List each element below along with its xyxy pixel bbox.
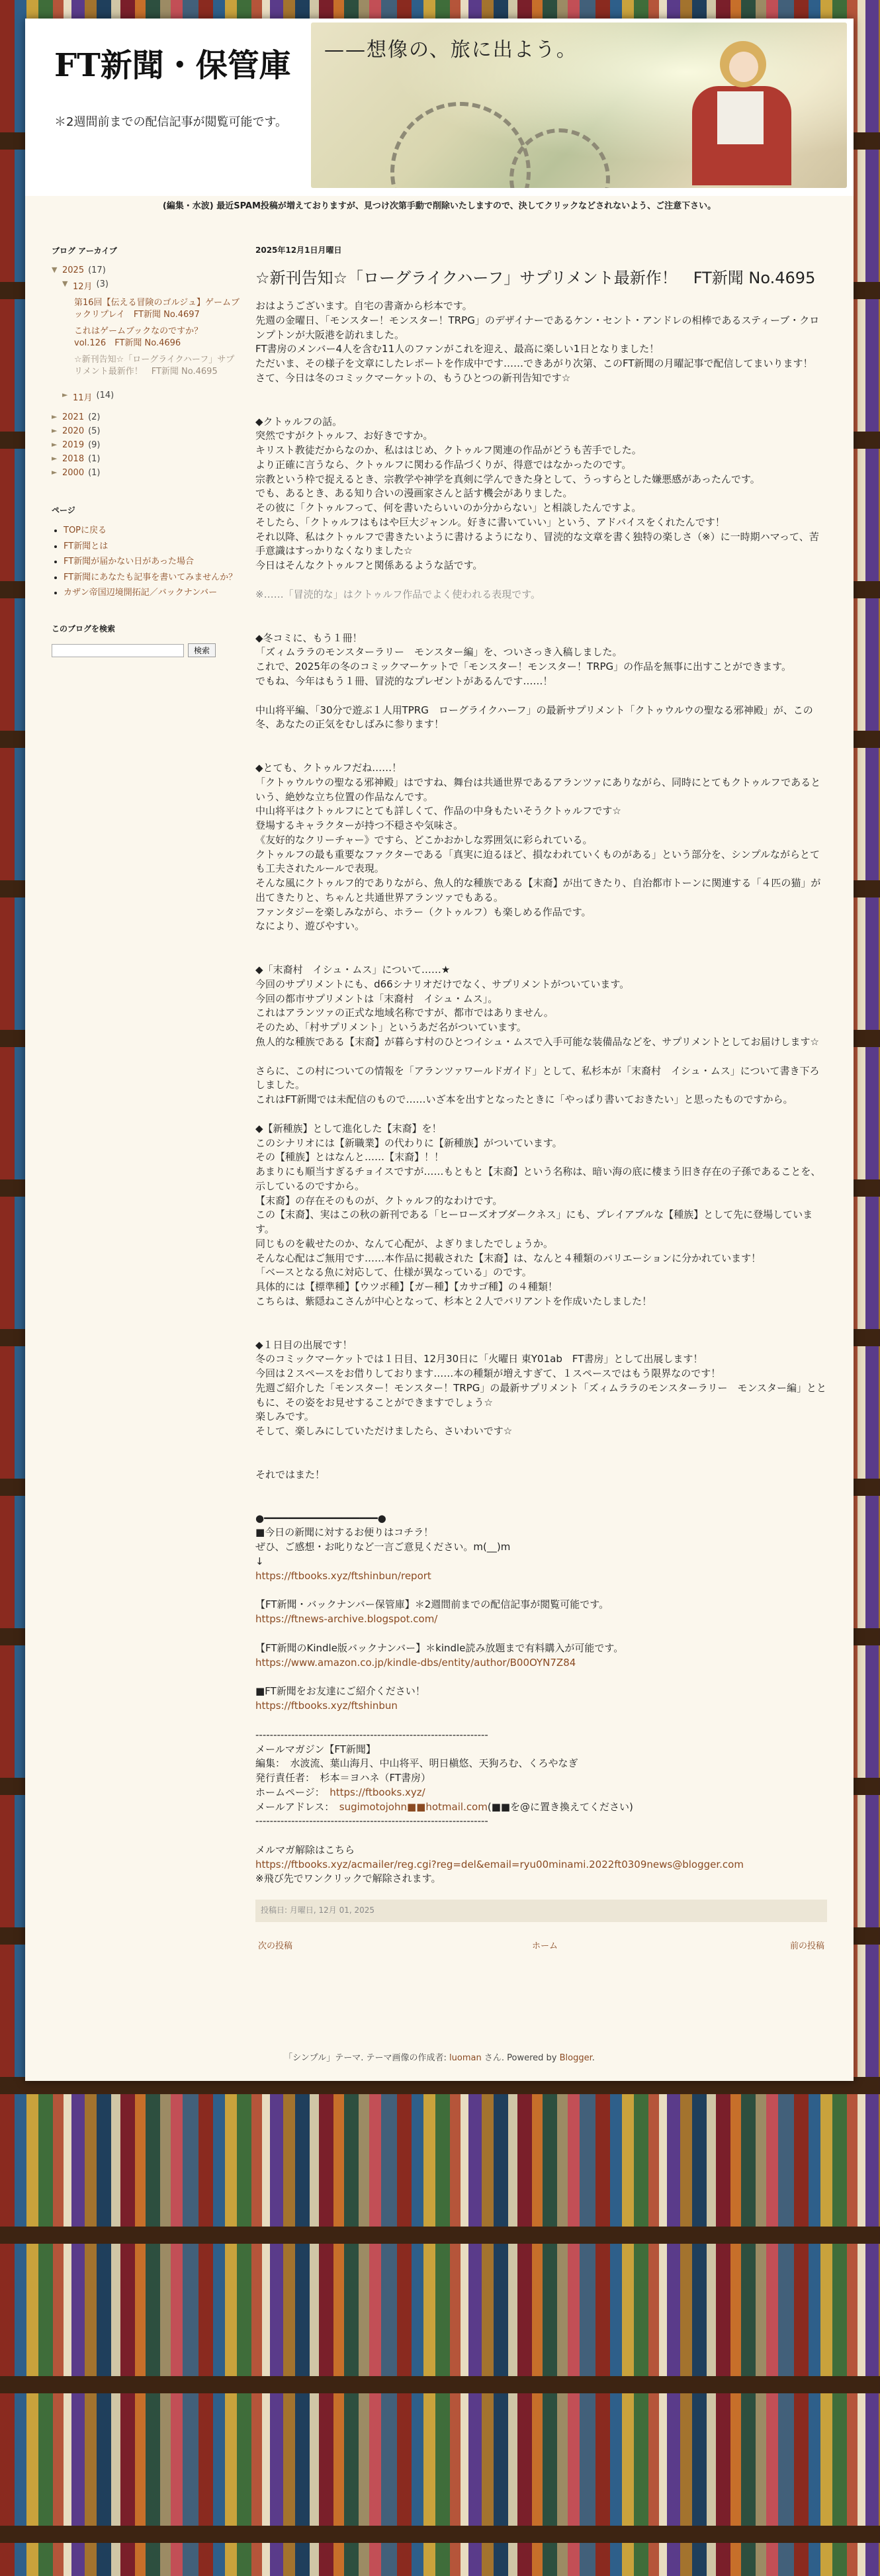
post-paragraph: 【FT新聞・バックナンバー保管庫】＊2週間前までの配信記事が閲覧可能です。 (255, 1598, 609, 1611)
page-container (25, 19, 854, 2081)
homepage-line (255, 1786, 827, 1800)
blog-header (25, 19, 854, 211)
search-form (52, 643, 241, 657)
archive-count: (1) (88, 468, 101, 479)
archive-heading: ブログ アーカイブ (52, 246, 117, 255)
archive-post-link[interactable]: 第16回【伝える冒険のゴルジュ】ゲームブックリプレイ FT新聞 No.4697 (74, 298, 240, 320)
page-item (64, 541, 241, 553)
spam-notice: (編集・水波) 最近SPAM投稿が増えておりますが、見つけ次第手動で削除いたしますので、決してクリックなどされないよう、ご注意下さい。 (162, 201, 717, 211)
post-paragraph: 【FT新聞のKindle版バックナンバー】＊kindle読み放題まで有料購入が可能です。 (255, 1641, 624, 1654)
archive-link[interactable]: 2000 (62, 468, 85, 479)
expand-right-icon[interactable]: ► (52, 426, 58, 436)
mail-line (255, 1800, 827, 1815)
subscribe-link[interactable]: https://ftbooks.xyz/ftshinbun (255, 1700, 398, 1712)
archive-count: (14) (96, 391, 114, 401)
archive-link[interactable]: 2019 (62, 440, 85, 451)
archive-link[interactable]: 12月 (73, 282, 93, 292)
expand-right-icon[interactable]: ► (52, 454, 58, 463)
archive-count: (5) (88, 426, 101, 437)
archive-year-2019[interactable] (52, 440, 241, 450)
page-item (64, 556, 241, 568)
post-paragraph: ----------------------------------------------------------------- メルマガ解除はこちら (255, 1815, 488, 1856)
blog-archive (52, 265, 241, 478)
post-date: 2025年12月1日月曜日 (255, 246, 342, 255)
page-link[interactable]: FT新聞にあなたも記事を書いてみませんか？ (64, 572, 238, 582)
post-paragraph: ◆冬コミに、もう１冊！ 「ズィムララのモンスターラリー モンスター編」を、ついさっき入稿しました。 これで、2025年の冬のコミックマーケットで「モンスター！モンスター！TRPG」の作品を無事に出すことができます。 でもね、今年はもう１冊、冒涜的なプレゼントがあるんです……！ (255, 631, 791, 687)
post-paragraph: ◆とても、クトゥルフだね……！ 「クトゥウルウの聖なる邪神殿」はですね、舞台は共通世界であるアランツァにありながら、同時にとてもクトゥルフであるという、絶妙な立ち位置の作品なんです。 中山将平はクトゥルフにとても詳しくて、作品の中身もたいそうクトゥルフです☆ 登場するキャラクターが持つ不穏さや気味さ。 《友好的なクリーチャー》ですら、どこかおかしな雰囲気に彩られている。 クトゥルフの最も重要なファクターである「真実に迫るほど、損なわれていくものがある」という部分を、シンプルながらとても工夫されたルールで表現。 そんな風にクトゥルフ的でありながら、魚人的な種族である【末裔】が出てきたり、自治都市トーンに関連する「４匹の猫」が出てきたりと、ちゃんと共通世界アランツァでもある。 ファンタジーを楽しみながら、ホラー（クトゥルフ）も楽しめる作品です。 なにより、遊びやすい。 (255, 762, 821, 933)
archive-count: (2) (88, 412, 101, 423)
post-paragraph: ◆「末裔村 イシュ・ムス」について……★ 今回のサプリメントにも、d66シナリオだけでなく、サプリメントがついています。 今回の都市サプリメントは「末裔村 イシュ・ムス」。 これはアランツァの正式な地域名称ですが、都市ではありません。 そのため、「村サプリメント」というあだ名がついています。 魚人的な種族である【末裔】が暮らす村のひとつイシュ・ムスで入手可能な装備品などを、サプリメントとしてお届けします☆ (255, 964, 819, 1048)
unsubscribe-link[interactable]: https://ftbooks.xyz/acmailer/reg.cgi?reg=del&email=ryu00minami.2022ft0309news@blogger.com (255, 1858, 744, 1870)
expand-right-icon[interactable]: ► (52, 412, 58, 422)
archive-year-2025[interactable] (52, 265, 241, 275)
post-title: ☆新刊告知☆「ローグライクハーフ」サプリメント最新作！ FT新聞 No.4695 (255, 269, 816, 288)
homepage-link[interactable]: https://ftbooks.xyz/ (330, 1786, 425, 1798)
post-paragraph: さらに、この村についての情報を「アランツァワールドガイド」として、私杉本が「末裔村 イシュ・ムス」について書き下ろしました。 これはFT新聞では未配信のもので……いざ本を出すとなったときに「やっぱり書いておきたい」と思ったものですから。 (255, 1064, 820, 1106)
archive-count: (3) (96, 279, 109, 289)
archive-post-current[interactable]: ☆新刊告知☆「ローグライクハーフ」サプリメント最新作！ FT新聞 No.4695 (74, 355, 235, 377)
report-link[interactable]: https://ftbooks.xyz/ftshinbun/report (255, 1569, 431, 1582)
post-paragraph: 中山将平編、「30分で遊ぶ１人用TPRG ローグライクハーフ」の最新サプリメント「クトゥウルウの聖なる邪神殿」が、この冬、あなたの正気をむしばみに参ります！ (255, 704, 813, 731)
post-paragraph: ※飛び先でワンクリックで解除されます。 (255, 1872, 441, 1885)
page-link[interactable]: FT新聞とは (64, 541, 109, 551)
archive-year-2021[interactable] (52, 412, 241, 422)
pages-heading: ページ (52, 506, 75, 516)
archive-count: (17) (88, 265, 106, 275)
archive-link[interactable]: 11月 (73, 393, 93, 404)
expand-right-icon[interactable]: ► (52, 440, 58, 449)
archive-month-11[interactable] (62, 391, 241, 403)
search-button[interactable]: 検索 (188, 643, 216, 657)
page-link[interactable]: FT新聞が届かない日があった場合 (64, 557, 195, 567)
footer-attribution (25, 2050, 854, 2063)
expand-right-icon[interactable]: ► (62, 391, 68, 400)
page-item (64, 587, 241, 599)
expand-down-icon[interactable]: ▼ (62, 279, 68, 288)
mail-link[interactable]: sugimotojohn■■hotmail.com (339, 1800, 488, 1813)
mail-label: メールアドレス： (255, 1800, 330, 1813)
expand-down-icon[interactable]: ▼ (52, 265, 58, 274)
archive-site-link[interactable]: https://ftnews-archive.blogspot.com/ (255, 1613, 438, 1626)
header-image (311, 23, 847, 188)
post-paragraph: ----------------------------------------------------------------- メールマガジン【FT新聞】 編集： 水波流、葉山海月、中山将平、明日槇悠、天狗ろむ、くろやなぎ 発行責任者： 杉本＝ヨハネ（FT書房） (255, 1728, 578, 1784)
archive-month-12[interactable] (62, 279, 241, 292)
page-item (64, 525, 241, 537)
post-paragraph: ◆【新種族】として進化した【末裔】を！ このシナリオには【新職業】の代わりに【新種族】がついています。 その【種族】とはなんと……【末裔】！！ あまりにも順当すぎるチョイスですが……もともと【末裔】という名称は、暗い海の底に棲まう旧き存在の子孫であることを、示しているのですから。 【末裔】の存在そのものが、クトゥルフ的なわけです。 この【末裔】、実はこの秋の新刊である「ヒーローズオブダークネス」にも、プレイアブルな【種族】として先に登場しています。 同じものを載せたのか、なんて心配が、よぎりましたでしょうか。 そんな心配はご無用です……本作品に掲載された【末裔】は、なんと４種類のバリエーションに分かれています！ 「ベースとなる魚に対応して、仕様が異なっている」のです。 具体的には【標準種】【ウツボ種】【ガー種】【カサゴ種】の４種類！ こちらは、紫隠ねこさんが中心となって、杉本と２人でバリアントを作成いたしました！ (255, 1122, 821, 1307)
page-item (64, 572, 241, 584)
archive-count: (9) (88, 440, 101, 451)
sidebar (52, 245, 241, 657)
home-link[interactable]: ホーム (532, 1941, 558, 1951)
homepage-label: ホームページ： (255, 1786, 320, 1798)
blog-description: ＊2週間前までの配信記事が閲覧可能です。 (54, 115, 288, 129)
search-input[interactable] (52, 644, 184, 657)
post-paragraph: ◆クトゥルフの話。 突然ですがクトゥルフ、お好きですか。 キリスト教徒だからなのか、私ははじめ、クトゥルフ関連の作品がどうも苦手でした。 より正確に言うなら、クトゥルフに関わる作品づくりが、得意ではなかったのです。 宗教という枠で捉えるとき、宗教学や神学を真剣に学んできた身として、うっすらとした嫌悪感があったんです。 でも、あるとき、ある知り合いの漫画家さんと話す機会がありました。 その彼に「クトゥルフって、何を書いたらいいのか分からない」と相談したんですよ。 そしたら、「クトゥルフはもはや巨大ジャンル。好きに書いていい」という、アドバイスをくれたんです！ それ以降、私はクトゥルフで書きたいように書けるようになり、冒涜的な文章を書く独特の楽しさ（※）に一時期ハマって、苦手意識はすっかりなくなりました☆ 今日はそんなクトゥルフと関係あるような話です。 (255, 415, 819, 572)
archive-link[interactable]: 2021 (62, 412, 85, 423)
archive-post-link[interactable]: これはゲームブックなのですか？ vol.126 FT新聞 No.4696 (74, 326, 212, 348)
older-post-link[interactable]: 前の投稿 (789, 1941, 824, 1951)
theme-author-link[interactable]: luoman (449, 2053, 482, 2063)
attribution-text: . (592, 2053, 595, 2063)
page-link[interactable]: カザン帝国辺境開拓記／バックナンバー (64, 588, 218, 598)
archive-year-2018[interactable] (52, 454, 241, 464)
archive-link[interactable]: 2025 (62, 265, 85, 275)
archive-link[interactable]: 2020 (62, 426, 85, 437)
post-paragraph: おはようございます。自宅の書斎から杉本です。 先週の金曜日、「モンスター！モンスター！TRPG」のデザイナーであるケン・セント・アンドレの相棒であるスティーブ・クロンプトンが大阪港を訪れました。 FT書房のメンバー4人を含む11人のファンがこれを迎え、最高に楽しい1日となりました！ ただいま、その様子を文章にしたレポートを作成中です……できあがり次第、このFT新聞の月曜記事で配信してまいります！ さて、今日は冬のコミックマーケットの、もうひとつの新刊告知です☆ (255, 300, 820, 384)
gear-decoration (509, 128, 610, 188)
attribution-text: さん. Powered by (481, 2053, 560, 2063)
search-heading: このブログを検索 (52, 624, 116, 634)
post-paragraph: ■FT新聞をお友達にご紹介ください！ (255, 1685, 425, 1698)
header-banner (25, 19, 854, 196)
post-note: ※……「冒涜的な」はクトゥルフ作品でよく使われる表現です。 (255, 588, 541, 600)
post-paragraph: それではまた！ (255, 1468, 326, 1481)
page-link[interactable]: TOPに戻る (64, 526, 107, 536)
archive-link[interactable]: 2018 (62, 454, 85, 465)
pages-list (52, 525, 241, 599)
blog-pager (255, 1934, 827, 1960)
post-footer: 投稿日: 月曜日, 12月 01, 2025 (255, 1900, 827, 1921)
header-slogan: ——想像の、旅に出よう。 (324, 38, 578, 62)
kindle-link[interactable]: https://www.amazon.co.jp/kindle-dbs/entity/author/B00OYN7Z84 (255, 1656, 576, 1669)
attribution-text: 「シンプル」テーマ. テーマ画像の作成者: (284, 2053, 450, 2063)
illustration-figure (729, 52, 758, 82)
archive-count: (1) (88, 454, 101, 465)
archive-year-2000[interactable] (52, 468, 241, 478)
post-body (255, 299, 827, 1886)
archive-year-2020[interactable] (52, 426, 241, 436)
post-paragraph: ◆１日目の出展です！ 冬のコミックマーケットでは１日目、12月30日に「火曜日 東Y01ab FT書房」として出展します！ 今回は２スペースをお借りしております……本の種類が増えすぎて、１スペースではもう限界なのです！ 先週ご紹介した「モンスター！モンスター！TRPG」の最新サプリメント「ズィムララのモンスターラリー モンスター編」とともに、その姿をお見せすることができますでしょう☆ 楽しみです。 そして、楽しみにしていただけましたら、さいわいです☆ (255, 1338, 827, 1438)
post-paragraph: ●━━━━━━━━━━━━━━━━━━━● ■今日の新聞に対するお便りはコチラ！ ぜひ、ご感想・お叱りなど一言ご意見ください。m(__)m ↓ (255, 1512, 511, 1567)
newer-post-link[interactable]: 次の投稿 (258, 1941, 293, 1951)
blogger-link[interactable]: Blogger (559, 2053, 592, 2063)
blog-title[interactable]: FT新聞・保管庫 (54, 47, 291, 84)
main-content (255, 245, 827, 1960)
expand-right-icon[interactable]: ► (52, 468, 58, 477)
illustration-figure (717, 91, 764, 144)
mail-note: (■■を@に置き換えてください) (487, 1800, 633, 1813)
